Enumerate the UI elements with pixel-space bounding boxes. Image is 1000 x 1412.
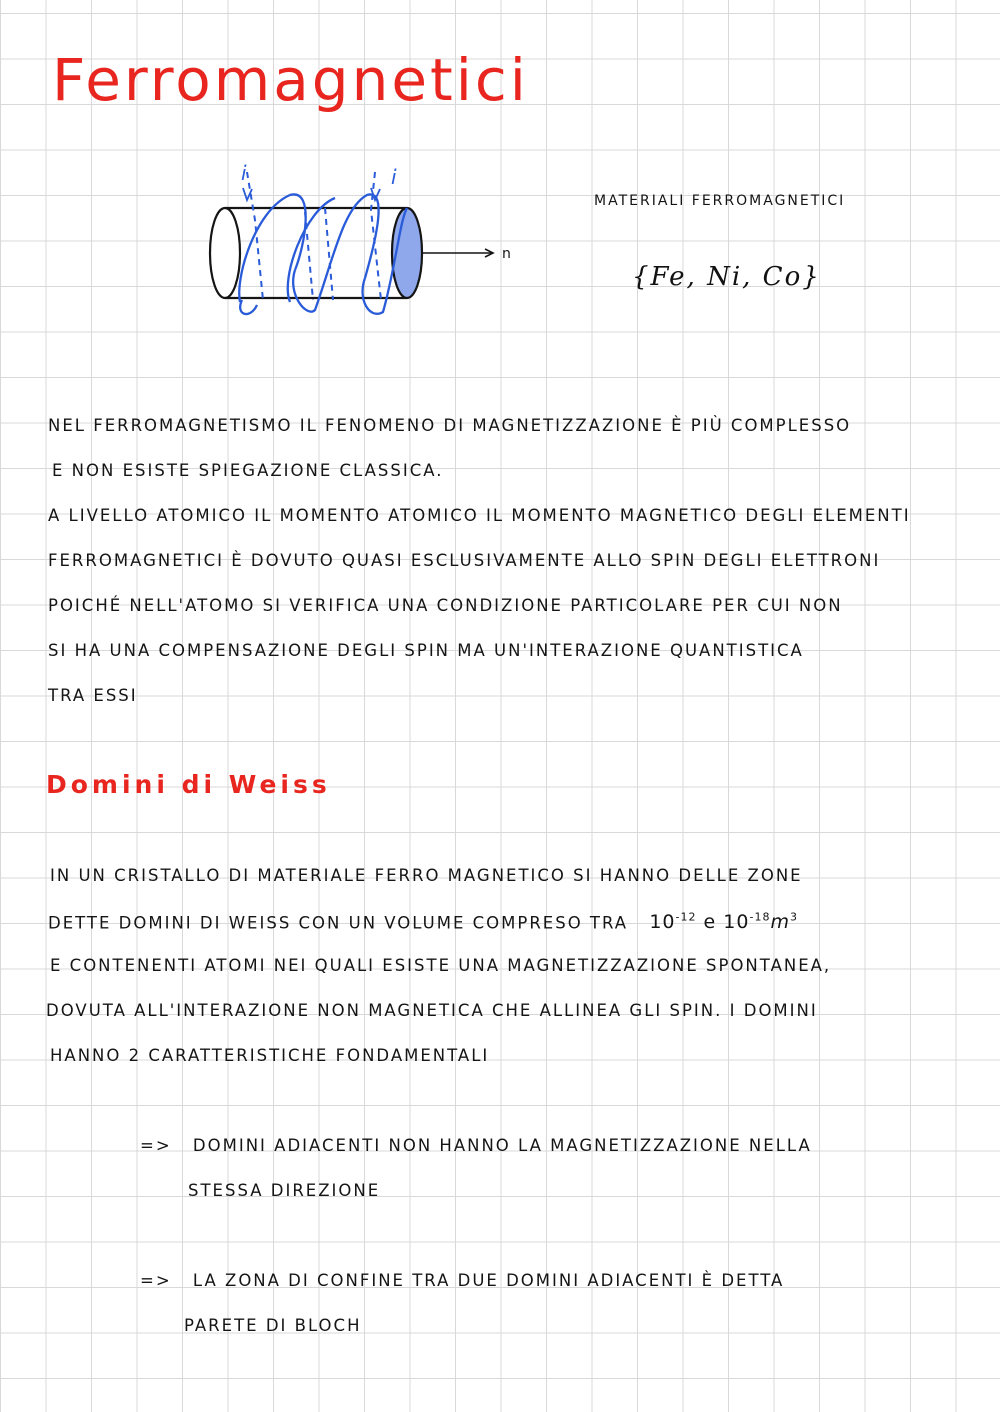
section-line-4: DOVUTA ALL'INTERAZIONE NON MAGNETICA CHE ALLINEA GLI SPIN. I DOMINI xyxy=(46,1001,818,1020)
intro-line-6: SI HA UNA COMPENSAZIONE DEGLI SPIN MA UN'INTERAZIONE QUANTISTICA xyxy=(48,641,804,660)
coil-winding xyxy=(239,194,407,314)
materials-set: {Fe, Ni, Co} xyxy=(632,262,821,292)
solenoid-figure xyxy=(195,150,545,325)
bullet-arrow: => xyxy=(140,1271,172,1290)
materials-label: MATERIALI FERROMAGNETICI xyxy=(594,193,846,209)
axis-label: n xyxy=(502,246,511,262)
bullet-1-continuation: STESSA DIREZIONE xyxy=(188,1181,381,1200)
page-title: Ferromagnetici xyxy=(52,46,529,114)
coil-back-dashed xyxy=(247,172,381,300)
section-line-5: HANNO 2 CARATTERISTICHE FONDAMENTALI xyxy=(50,1046,490,1065)
bullet-2-continuation: PARETE DI BLOCH xyxy=(184,1316,362,1335)
section-heading: Domini di Weiss xyxy=(46,770,331,799)
current-arrows xyxy=(243,188,380,200)
current-label-right: i xyxy=(391,165,397,189)
intro-line-2: E NON ESISTE SPIEGAZIONE CLASSICA. xyxy=(52,461,444,480)
intro-line-4: FERROMAGNETICI È DOVUTO QUASI ESCLUSIVAMENTE ALLO SPIN DEGLI ELETTRONI xyxy=(48,551,881,570)
section-line-2: DETTE DOMINI DI WEISS CON UN VOLUME COMPRESO TRA $10^{-12}$ e $10^{-18}m^3$ xyxy=(48,911,798,934)
normal-axis-arrow xyxy=(422,249,493,257)
bullet-2-text: LA ZONA DI CONFINE TRA DUE DOMINI ADIACENTI È DETTA xyxy=(192,1271,785,1290)
intro-line-5: POICHÉ NELL'ATOMO SI VERIFICA UNA CONDIZIONE PARTICOLARE PER CUI NON xyxy=(48,596,843,615)
intro-line-1: NEL FERROMAGNETISMO IL FENOMENO DI MAGNETIZZAZIONE È PIÙ COMPLESSO xyxy=(48,416,852,435)
section-line-3: E CONTENENTI ATOMI NEI QUALI ESISTE UNA MAGNETIZZAZIONE SPONTANEA, xyxy=(50,956,832,975)
current-label-left: i xyxy=(241,161,247,185)
bullet-1-text: DOMINI ADIACENTI NON HANNO LA MAGNETIZZAZIONE NELLA xyxy=(192,1136,812,1155)
intro-line-3: A LIVELLO ATOMICO IL MOMENTO ATOMICO IL MOMENTO MAGNETICO DEGLI ELEMENTI xyxy=(48,506,911,525)
bullet-1 xyxy=(140,1136,812,1155)
volume-range: $10^{-12}$ e $10^{-18}m^3$ xyxy=(649,911,798,934)
section-line-1: IN UN CRISTALLO DI MATERIALE FERRO MAGNETICO SI HANNO DELLE ZONE xyxy=(50,866,803,885)
bullet-arrow: => xyxy=(140,1136,172,1155)
intro-line-7: TRA ESSI xyxy=(48,686,138,705)
bullet-2 xyxy=(140,1271,784,1290)
